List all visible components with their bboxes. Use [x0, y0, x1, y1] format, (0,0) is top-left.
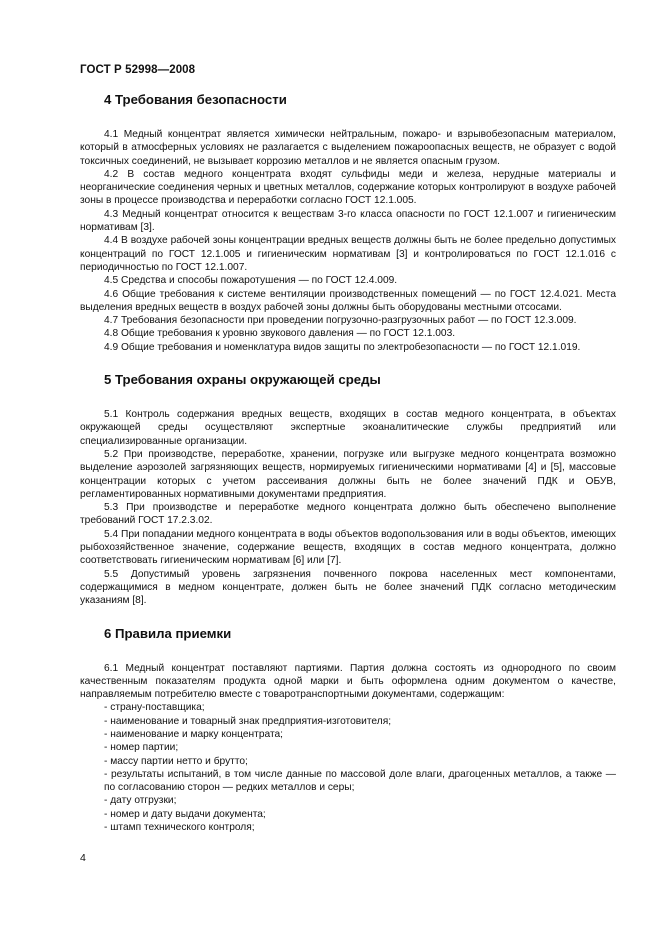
list-item: - наименование и товарный знак предприятия-изготовителя; — [104, 715, 392, 727]
paragraph: 5.3 При производстве и переработке медного концентрата должно быть обеспечено выполнение требований ГОСТ 17.2.3.02. — [80, 502, 616, 527]
list-item: - страну-поставщика; — [104, 702, 205, 714]
list-item: - результаты испытаний, в том числе данные по массовой доле влаги, драгоценных металлов, а также — по согласованию сторон — редких металлов и серы; — [104, 768, 616, 794]
section-title: 4 Требования безопасности — [104, 92, 287, 107]
paragraph: 4.2 В состав медного концентрата входят сульфиды меди и железа, нерудные материалы и неорганические соединения черных и цветных металлов, содержание которых контролируют в воздухе рабочей зоны в процессе производства и переработки согласно ГОСТ 12.1.005. — [80, 168, 616, 207]
section-acceptance — [80, 626, 616, 835]
list-item: - номер партии; — [104, 742, 179, 754]
document-contents-list — [80, 701, 616, 834]
list-item: - массу партии нетто и брутто; — [104, 755, 248, 767]
document-body — [80, 92, 616, 834]
page-number: 4 — [80, 852, 86, 864]
paragraph: 4.1 Медный концентрат является химически нейтральным, пожаро- и взрывобезопасным материалом, который в атмосферных условиях не разлагается с выделением пожароопасных веществ, не образует с водой токсичных соединений, не вызывает коррозию металлов и не является опасным грузом. — [80, 129, 616, 167]
list-item: - дату отгрузки; — [104, 795, 177, 807]
paragraph: 4.7 Требования безопасности при проведении погрузочно-разгрузочных работ — по ГОСТ 12.3.009. — [104, 315, 577, 327]
section-safety — [80, 92, 616, 354]
paragraph: 4.8 Общие требования к уровню звукового давления — по ГОСТ 12.1.003. — [104, 328, 456, 340]
section-title: 6 Правила приемки — [104, 625, 232, 641]
paragraph: 5.1 Контроль содержания вредных веществ, входящих в состав медного концентрата, в объектах окружающей среды осуществляют экспертные экоаналитические службы предприятий или специализированные организации. — [80, 409, 616, 447]
list-item: - штамп технического контроля; — [104, 822, 255, 834]
paragraph: 4.4 В воздухе рабочей зоны концентрации вредных веществ должны быть не более предельно допустимых концентраций по ГОСТ 12.1.005 и гигиеническим нормативам [3] и контролироваться по ГОСТ 12.1.016 с периодичностью по ГОСТ 12.1.007. — [80, 235, 616, 273]
list-item: - наименование и марку концентрата; — [104, 728, 283, 740]
paragraph: 4.3 Медный концентрат относится к веществам 3-го класса опасности по ГОСТ 12.1.007 и гигиеническим нормативам [3]. — [80, 208, 616, 234]
page-header-standard: ГОСТ Р 52998—2008 — [80, 64, 196, 76]
paragraph: 4.9 Общие требования и номенклатура видов защиты по электробезопасности — по ГОСТ 12.1.019. — [104, 341, 581, 353]
list-item: - номер и дату выдачи документа; — [104, 808, 266, 820]
section-title: 5 Требования охраны окружающей среды — [104, 372, 381, 388]
paragraph: 4.5 Средства и способы пожаротушения — по ГОСТ 12.4.009. — [104, 275, 398, 287]
paragraph: 5.4 При попадании медного концентрата в воды объектов водопользования или в воды объектов, имеющих рыбохозяйственное значение, содержание веществ, входящих в состав медного концентрата, должно соответствовать гигиеническим нормативам [6] или [7]. — [80, 528, 616, 567]
paragraph: 5.5 Допустимый уровень загрязнения почвенного покрова населенных мест компонентами, содержащимися в медном концентрате, должен быть не более значений ПДК согласно методическим указаниям [8]. — [80, 568, 616, 607]
paragraph: 6.1 Медный концентрат поставляют партиями. Партия должна состоять из однородного по своим качественным показателям продукта одной марки и быть оформлена одним документом о качестве, направляемым потребителю вместе с товаротранспортными документами, содержащим: — [80, 662, 616, 701]
section-environment — [80, 372, 616, 607]
paragraph: 5.2 При производстве, переработке, хранении, погрузке или выгрузке медного концентрата возможно выделение аэрозолей загрязняющих веществ, нормируемых гигиеническими нормативами [4] и [5], массовые концентрации которых с учетом рассеивания должны быть не более значений ПДК и ОБУВ, регламентированных нормативными документами предприятия. — [80, 448, 616, 500]
paragraph: 4.6 Общие требования к системе вентиляции производственных помещений — по ГОСТ 12.4.021. Места выделения вредных веществ в воздух рабочей зоны должны быть оборудованы местными отсосами. — [80, 288, 616, 313]
